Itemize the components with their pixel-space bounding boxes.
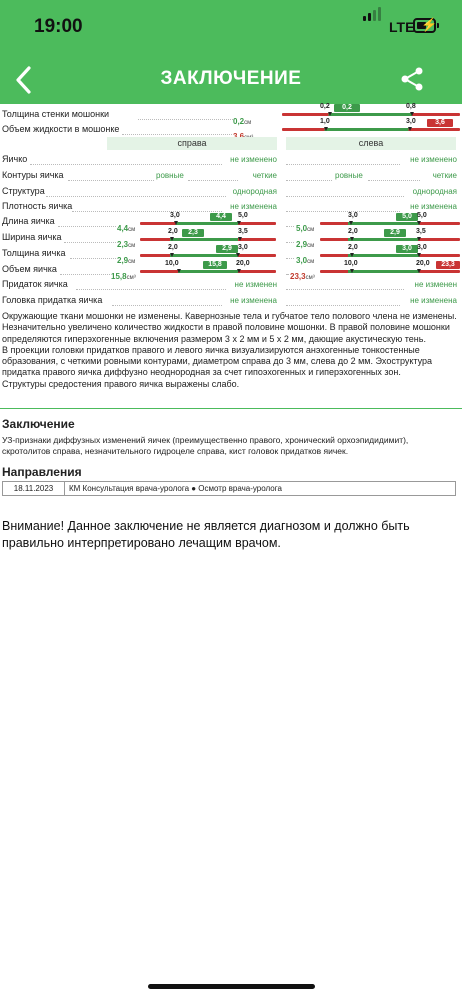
fluid-gauge: 1,0 3,0 3,6 [282,119,460,132]
structure-label: Структура [2,186,45,196]
contours-label: Контуры яичка [2,170,64,180]
structure-left: однородная [412,187,457,196]
width-right-gauge: 2,0 2,3 3,5 [140,229,276,242]
epididymis-head-left: не изменена [410,296,457,305]
density-label: Плотность яичка [2,201,73,211]
testicle-left: не изменено [410,155,457,164]
share-icon [399,66,425,92]
wall-label: Толщина стенки мошонки [2,109,110,119]
length-right-gauge: 3,0 4,4 5,0 [140,213,276,226]
width-right-value: 2,3см [117,240,136,249]
length-left-gauge: 3,0 5,0 5,0 [320,213,460,226]
epididymis-head-label: Головка придатка яичка [2,295,103,305]
length-label: Длина яичка [2,216,55,226]
conclusion-text: УЗ-признаки диффузных изменений яичек (преимущественно правого, хронический орхоэпидидимит), скротолитов справа, незначительного гидроцеле справа, кист головок придатков яичек. [2,435,409,457]
length-right-value: 4,4см [117,224,136,233]
thickness-right-value: 2,9см [117,256,136,265]
warning-text: Внимание! Данное заключение не является диагнозом и должно быть правильно интерпретировано лечащим врачом. [2,519,410,550]
testicle-label: Яичко [2,154,28,164]
width-left-gauge: 2,0 2,9 3,5 [320,229,460,242]
volume-left-value: 23,3см³ [290,272,315,281]
status-time: 19:00 [34,16,83,37]
length-left-value: 5,0см [296,224,315,233]
status-bar [0,0,462,56]
volume-left-gauge: 10,0 20,0 23,3 [320,261,460,274]
thickness-label: Толщина яичка [2,248,66,258]
contours-left-2: четкие [432,171,457,180]
battery-tip [437,23,439,28]
network-type: LTE [389,19,415,35]
epididymis-left: не изменен [414,280,457,289]
directions-heading: Направления [2,465,82,479]
width-left-value: 2,9см [296,240,315,249]
header-left: слева [286,137,456,150]
wall-value: 0,2см [233,117,252,126]
section-divider [0,408,462,409]
thickness-right-gauge: 2,0 2,9 3,0 [140,245,276,258]
volume-label: Объем яичка [2,264,57,274]
contours-right-1: ровные [156,171,184,180]
thickness-left-value: 3,0см [296,256,315,265]
contours-left-1: ровные [335,171,363,180]
description-text: Окружающие ткани мошонки не изменены. Кавернозные тела и губчатое тело полового члена не изменены. Незначительно увеличено количество жидкости в правой половине мошонки. В правой половине мошонки определяются гиперэхогенные включения размером 3 х 2 мм и 5 х 2 мм, дающие акустическую тень. В проекции головки придатков правого и левого яичка визуализируются анэхогенные тонкостенные образования, с четкими ровными контурами, диаметром справа до 3 мм, слева до 2 мм. Эхоструктура придатка правого яичка диффузно неоднородная за счет гипоэхогенных и гиперэхогенных зон. Структуры средостения правого яичка выражены слабо. [2,311,457,389]
fluid-label: Объем жидкости в мошонке [2,124,120,134]
direction-date: 18.11.2023 [3,482,65,495]
page-title: ЗАКЛЮЧЕНИЕ [160,68,302,89]
conclusion-heading: Заключение [2,417,75,431]
density-right: не изменена [230,202,277,211]
share-button[interactable] [399,66,425,92]
structure-right: однородная [232,187,277,196]
header-right: справа [107,137,277,150]
battery-icon: ⚡ [413,18,436,33]
testicle-right: не изменено [230,155,277,164]
direction-text: КМ Консультация врача-уролога ● Осмотр врача-уролога [69,484,282,493]
width-label: Ширина яичка [2,232,62,242]
contours-right-2: четкие [252,171,277,180]
density-left: не изменена [410,202,457,211]
volume-right-value: 15,8см³ [111,272,136,281]
home-indicator[interactable] [148,984,315,989]
epididymis-right: не изменен [234,280,277,289]
thickness-left-gauge: 2,0 3,0 3,0 [320,245,460,258]
wall-gauge: 0,2 0,2 0,8 [282,104,460,117]
epididymis-head-right: не изменена [230,296,277,305]
volume-right-gauge: 10,0 15,8 20,0 [140,261,276,274]
nav-bar [0,56,462,104]
epididymis-label: Придаток яичка [2,279,68,289]
directions-table [2,481,456,496]
